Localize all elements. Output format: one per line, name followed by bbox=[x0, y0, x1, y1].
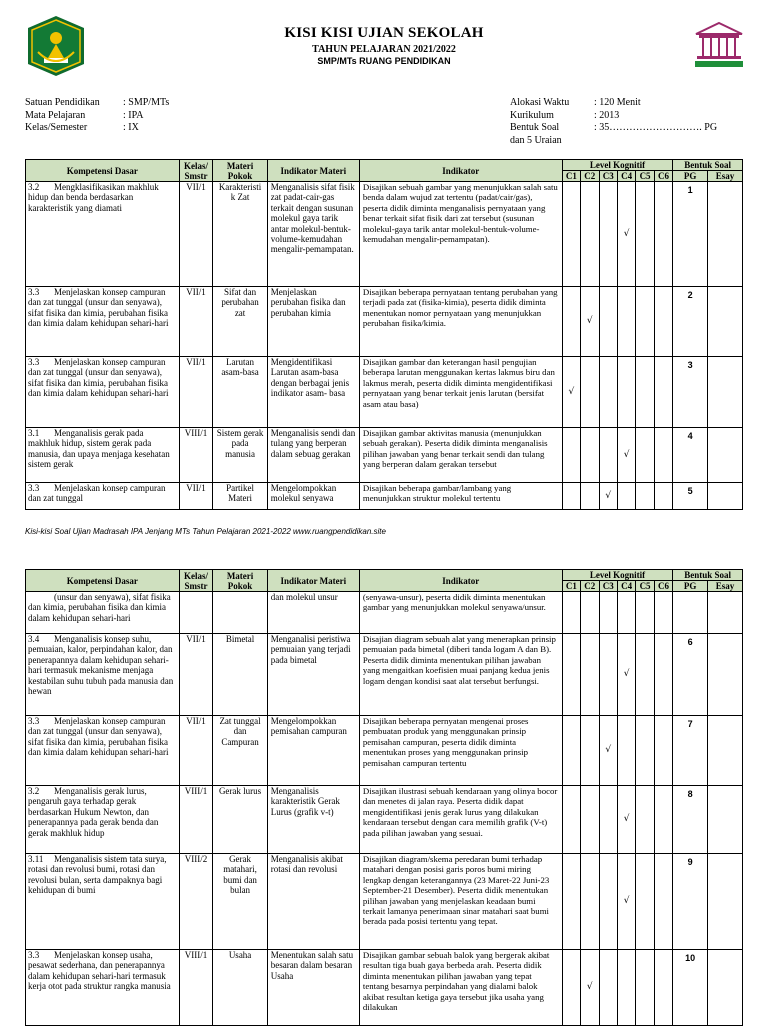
kd-number: 3.2 bbox=[28, 786, 40, 796]
level-c2-cell bbox=[581, 592, 599, 634]
header-kelas: Kelas/ Smstr bbox=[179, 570, 213, 592]
level-c6-cell bbox=[654, 634, 672, 716]
meta-label: Bentuk Soal bbox=[510, 122, 560, 133]
meta-right bbox=[510, 97, 717, 147]
check-mark: √ bbox=[623, 896, 630, 907]
level-c2-cell bbox=[581, 357, 599, 428]
pg-number-cell bbox=[673, 592, 708, 634]
level-c2-cell bbox=[581, 950, 599, 1026]
check-mark: √ bbox=[623, 814, 630, 825]
indikator-materi-cell: Mengidentifikasi Larutan asam-basa dengan berbagai jenis indikator asam- basa bbox=[267, 357, 359, 428]
indikator-materi-cell: Menganalisis karakteristik Gerak Lurus (grafik v-t) bbox=[267, 786, 359, 854]
esay-cell bbox=[708, 592, 743, 634]
kelas-cell: VII/1 bbox=[179, 483, 213, 510]
level-c1-cell bbox=[562, 950, 580, 1026]
header-level-c6: C6 bbox=[654, 581, 672, 592]
indikator-cell: Disajikan gambar sebuah balok yang bergerak akibat resultan tiga buah gaya berbeda arah. Peserta didik diminta menentukan pilihan jawaban yang tepat tentang besarnya perpindahan yang dialami balok akibat resultan ketiga gaya tersebut jika usaha yang dilakukan bbox=[359, 950, 562, 1026]
kd-number: 3.3 bbox=[28, 950, 40, 960]
header-level-c6: C6 bbox=[654, 171, 672, 182]
level-c6-cell bbox=[654, 786, 672, 854]
page-footer: Kisi-kisi Soal Ujian Madrasah IPA Jenjang MTs Tahun Pelajaran 2021-2022 www.ruangpendidikan.site bbox=[25, 527, 386, 536]
table-row bbox=[26, 634, 743, 716]
kompetensi-dasar-cell bbox=[26, 592, 180, 634]
level-c2-cell bbox=[581, 854, 599, 950]
header-indikator-materi: Indikator Materi bbox=[267, 160, 359, 182]
kisi-table-page1 bbox=[25, 159, 743, 510]
esay-cell bbox=[708, 854, 743, 950]
kd-number: 3.3 bbox=[28, 357, 40, 367]
kd-number: 3.2 bbox=[28, 182, 40, 192]
check-mark: √ bbox=[605, 745, 612, 756]
document-title: KISI KISI UJIAN SEKOLAH bbox=[284, 25, 484, 41]
level-c4-cell bbox=[617, 854, 635, 950]
pg-number-cell: 1 bbox=[673, 182, 708, 287]
meta-row bbox=[510, 97, 717, 110]
kelas-cell: VII/1 bbox=[179, 357, 213, 428]
kompetensi-dasar-cell bbox=[26, 854, 180, 950]
meta-value: : 2013 bbox=[594, 109, 620, 121]
esay-cell bbox=[708, 428, 743, 483]
kd-number: 3.11 bbox=[28, 854, 44, 864]
level-c5-cell bbox=[636, 287, 654, 357]
table-row bbox=[26, 716, 743, 786]
header-bentuk-soal: Bentuk Soal bbox=[673, 160, 743, 171]
indikator-materi-cell: Menganalisis sifat fisik zat padat-cair-gas terkait dengan susunan molekul gaya tarik antar molekul-bentuk-volume-kemudahan mengalir-pemampatan. bbox=[267, 182, 359, 287]
level-c3-cell bbox=[599, 950, 617, 1026]
table-row bbox=[26, 357, 743, 428]
esay-cell bbox=[708, 357, 743, 428]
meta-value: : IX bbox=[123, 122, 139, 133]
indikator-cell: (senyawa-unsur), peserta didik diminta menentukan gambar yang menunjukkan molekul senyawa/unsur. bbox=[359, 592, 562, 634]
indikator-cell: Disajikan beberapa pernyataan tentang perubahan yang terjadi pada zat (fisika-kimia), peserta didik diminta menentukan nomor pernyataan yang menunjukkan perubahan fisika/kimia. bbox=[359, 287, 562, 357]
level-c5-cell bbox=[636, 854, 654, 950]
esay-cell bbox=[708, 634, 743, 716]
materi-cell: Sistem gerak pada manusia bbox=[213, 428, 267, 483]
level-c6-cell bbox=[654, 182, 672, 287]
meta-value: : 35………………………. PG bbox=[594, 122, 718, 133]
level-c3-cell bbox=[599, 634, 617, 716]
level-c4-cell bbox=[617, 950, 635, 1026]
header-bentuk-soal: Bentuk Soal bbox=[673, 570, 743, 581]
indikator-materi-cell: Menjelaskan perubahan fisika dan perubahan kimia bbox=[267, 287, 359, 357]
table-row bbox=[26, 483, 743, 510]
header-pg: PG bbox=[673, 171, 708, 182]
level-c6-cell bbox=[654, 357, 672, 428]
level-c1-cell bbox=[562, 357, 580, 428]
level-c2-cell bbox=[581, 716, 599, 786]
meta-label: dan 5 Uraian bbox=[510, 134, 562, 146]
meta-row bbox=[510, 135, 717, 148]
meta-value: : SMP/MTs bbox=[123, 97, 170, 108]
esay-cell bbox=[708, 483, 743, 510]
level-c6-cell bbox=[654, 483, 672, 510]
meta-row bbox=[25, 122, 169, 135]
level-c5-cell bbox=[636, 786, 654, 854]
level-c1-cell bbox=[562, 854, 580, 950]
check-mark: √ bbox=[586, 982, 593, 993]
pg-number-cell: 8 bbox=[673, 786, 708, 854]
materi-cell bbox=[213, 592, 267, 634]
materi-cell: Gerak matahari, bumi dan bulan bbox=[213, 854, 267, 950]
header-level-c4: C4 bbox=[617, 171, 635, 182]
indikator-cell: Disajikan gambar aktivitas manusia (menunjukkan sebuah gerakan). Peserta didik diminta menganalisis pilihan jawaban yang benar terkait sendi dan tulang yang berperan dalam gerakan tersebut bbox=[359, 428, 562, 483]
level-c3-cell bbox=[599, 182, 617, 287]
kd-text: Menjelaskan konsep usaha, pesawat sederhana, dan penerapannya dalam kehidupan sehari-hari termasuk kerja otot pada struktur rangka manusia bbox=[28, 950, 171, 992]
level-c3-cell bbox=[599, 428, 617, 483]
level-c1-cell bbox=[562, 483, 580, 510]
pg-number-cell: 7 bbox=[673, 716, 708, 786]
table-row bbox=[26, 182, 743, 287]
level-c5-cell bbox=[636, 182, 654, 287]
level-c4-cell bbox=[617, 716, 635, 786]
pg-number-cell: 5 bbox=[673, 483, 708, 510]
kelas-cell: VII/1 bbox=[179, 287, 213, 357]
level-c3-cell bbox=[599, 716, 617, 786]
kd-text: Menganalisis konsep suhu, pemuaian, kalor, perpindahan kalor, dan penerapannya dalam kehidupan sehari-hari termasuk mekanisme menjaga kestabilan suhu tubuh pada manusia dan hewan bbox=[28, 634, 174, 697]
level-c4-cell bbox=[617, 634, 635, 716]
kompetensi-dasar-cell bbox=[26, 483, 180, 510]
level-c4-cell bbox=[617, 428, 635, 483]
indikator-materi-cell: Menganalisi peristiwa pemuaian yang terjadi pada bimetal bbox=[267, 634, 359, 716]
header-indikator: Indikator bbox=[359, 570, 562, 592]
kd-text: Menjelaskan konsep campuran dan zat tunggal bbox=[28, 483, 166, 504]
kd-number: 3.4 bbox=[28, 634, 40, 644]
level-c2-cell bbox=[581, 287, 599, 357]
header-level-c5: C5 bbox=[636, 171, 654, 182]
header-level-c1: C1 bbox=[562, 171, 580, 182]
pg-number-cell: 6 bbox=[673, 634, 708, 716]
esay-cell bbox=[708, 716, 743, 786]
esay-cell bbox=[708, 786, 743, 854]
meta-label: Kelas/Semester bbox=[25, 122, 88, 133]
kd-number: 3.3 bbox=[28, 287, 40, 297]
level-c5-cell bbox=[636, 428, 654, 483]
level-c4-cell bbox=[617, 287, 635, 357]
meta-left bbox=[25, 97, 169, 135]
indikator-cell: Disajikan beberapa pernyatan mengenai proses pembuatan produk yang menggunakan prinsip pemisahan campuran, peserta didik diminta menentukan proses yang menggunakan prinsip pemisahan campuran tertentu bbox=[359, 716, 562, 786]
check-mark: √ bbox=[568, 386, 575, 397]
indikator-materi-cell: Menentukan salah satu besaran dalam besaran Usaha bbox=[267, 950, 359, 1026]
kompetensi-dasar-cell bbox=[26, 428, 180, 483]
meta-row bbox=[25, 110, 169, 123]
header-esay: Esay bbox=[708, 171, 743, 182]
kd-number: 3.3 bbox=[28, 716, 40, 726]
level-c3-cell bbox=[599, 854, 617, 950]
materi-cell: Larutan asam-basa bbox=[213, 357, 267, 428]
kd-text: Menjelaskan konsep campuran dan zat tunggal (unsur dan senyawa), sifat fisika dan kimia, perubahan fisika dan kimia dalam kehidupan sehari-hari bbox=[28, 357, 169, 399]
kd-text: Menganalisis sistem tata surya, rotasi dan revolusi bumi, rotasi dan revolusi bulan, serta dampaknya bagi kehidupan di bumi bbox=[28, 854, 167, 896]
level-c5-cell bbox=[636, 634, 654, 716]
level-c3-cell bbox=[599, 287, 617, 357]
kelas-cell: VIII/2 bbox=[179, 854, 213, 950]
meta-label: Alokasi Waktu bbox=[510, 97, 570, 108]
level-c2-cell bbox=[581, 182, 599, 287]
header-level-c2: C2 bbox=[581, 171, 599, 182]
header-level-c4: C4 bbox=[617, 581, 635, 592]
materi-cell: Usaha bbox=[213, 950, 267, 1026]
meta-label: Kurikulum bbox=[510, 109, 554, 121]
materi-cell: Sifat dan perubahan zat bbox=[213, 287, 267, 357]
meta-row bbox=[25, 97, 169, 110]
kompetensi-dasar-cell bbox=[26, 786, 180, 854]
meta-value: : IPA bbox=[123, 109, 144, 121]
indikator-materi-cell: Mengelompokkan pemisahan campuran bbox=[267, 716, 359, 786]
kompetensi-dasar-cell bbox=[26, 357, 180, 428]
kompetensi-dasar-cell bbox=[26, 182, 180, 287]
pg-number-cell: 4 bbox=[673, 428, 708, 483]
kd-text: Menganalisis gerak pada makhluk hidup, sistem gerak pada manusia, dan upaya menjaga kesehatan sistem gerak bbox=[28, 428, 170, 470]
level-c5-cell bbox=[636, 716, 654, 786]
meta-value: : 120 Menit bbox=[594, 97, 641, 108]
school-name: SMP/MTs RUANG PENDIDIKAN bbox=[317, 56, 451, 66]
kd-text: Menjelaskan konsep campuran dan zat tunggal (unsur dan senyawa), sifat fisika dan kimia, perubahan fisika dan kimia dalam kehidupan sehari-hari bbox=[28, 716, 169, 758]
level-c5-cell bbox=[636, 357, 654, 428]
header-indikator: Indikator bbox=[359, 160, 562, 182]
level-c6-cell bbox=[654, 592, 672, 634]
academic-year: TAHUN PELAJARAN 2021/2022 bbox=[312, 44, 456, 55]
kelas-cell: VII/1 bbox=[179, 716, 213, 786]
indikator-cell: Disajikan beberapa gambar/lambang yang menunjukkan struktur molekul tertentu bbox=[359, 483, 562, 510]
indikator-materi-cell: Mengelompokkan molekul senyawa bbox=[267, 483, 359, 510]
level-c1-cell bbox=[562, 428, 580, 483]
header-level-kognitif: Level Kognitif bbox=[562, 160, 673, 171]
kelas-cell bbox=[179, 592, 213, 634]
header-level-c3: C3 bbox=[599, 171, 617, 182]
kd-text: (unsur dan senyawa), sifat fisika dan kimia, perubahan fisika dan kimia dalam kehidupan sehari-hari bbox=[28, 592, 171, 623]
pg-number-cell: 9 bbox=[673, 854, 708, 950]
table-row bbox=[26, 786, 743, 854]
esay-cell bbox=[708, 182, 743, 287]
table-row bbox=[26, 592, 743, 634]
check-mark: √ bbox=[605, 490, 612, 501]
pg-number-cell: 10 bbox=[673, 950, 708, 1026]
esay-cell bbox=[708, 287, 743, 357]
level-c5-cell bbox=[636, 483, 654, 510]
level-c1-cell bbox=[562, 182, 580, 287]
level-c3-cell bbox=[599, 483, 617, 510]
level-c3-cell bbox=[599, 357, 617, 428]
kompetensi-dasar-cell bbox=[26, 287, 180, 357]
header-level-c2: C2 bbox=[581, 581, 599, 592]
header-level-c1: C1 bbox=[562, 581, 580, 592]
level-c6-cell bbox=[654, 950, 672, 1026]
header-indikator-materi: Indikator Materi bbox=[267, 570, 359, 592]
level-c1-cell bbox=[562, 634, 580, 716]
indikator-cell: Disajikan diagram/skema peredaran bumi terhadap matahari dengan posisi garis poros bumi miring lengkap dengan keterangannya (23 Maret-22 Juni-23 September-21 Desember). Peserta didik menentukan pilihan jawaban yang menjelaskan keadaan bumi terkait lamanya penerimaan sinar matahari saat bumi berada pada posisi tertentu yang tepat. bbox=[359, 854, 562, 950]
materi-cell: Bimetal bbox=[213, 634, 267, 716]
kompetensi-dasar-cell bbox=[26, 634, 180, 716]
kd-text: Menjelaskan konsep campuran dan zat tunggal (unsur dan senyawa), sifat fisika dan kimia, perubahan fisika dan kimia dalam kehidupan sehari-hari bbox=[28, 287, 169, 329]
header-level-c3: C3 bbox=[599, 581, 617, 592]
header-kelas: Kelas/ Smstr bbox=[179, 160, 213, 182]
level-c4-cell bbox=[617, 592, 635, 634]
level-c5-cell bbox=[636, 592, 654, 634]
level-c2-cell bbox=[581, 428, 599, 483]
level-c2-cell bbox=[581, 634, 599, 716]
materi-cell: Partikel Materi bbox=[213, 483, 267, 510]
header-level-c5: C5 bbox=[636, 581, 654, 592]
meta-row bbox=[510, 110, 717, 123]
level-c6-cell bbox=[654, 287, 672, 357]
check-mark: √ bbox=[586, 316, 593, 327]
indikator-cell: Disajikan ilustrasi sebuah kendaraan yang olinya bocor dan menetes di jalan raya. Peserta didik dapat mengidentifikasi jenis gerak lurus yang dilakukan kendaraan tersebut dengan cara memilih grafik (V-t) pada pilihan jawaban yang sesuai. bbox=[359, 786, 562, 854]
level-c2-cell bbox=[581, 483, 599, 510]
header-pg: PG bbox=[673, 581, 708, 592]
level-c1-cell bbox=[562, 716, 580, 786]
meta-label: Satuan Pendidikan bbox=[25, 97, 100, 108]
materi-cell: Zat tunggal dan Campuran bbox=[213, 716, 267, 786]
indikator-materi-cell: dan molekul unsur bbox=[267, 592, 359, 634]
materi-cell: Gerak lurus bbox=[213, 786, 267, 854]
kd-text: Menganalisis gerak lurus, pengaruh gaya terhadap gerak berdasarkan Hukum Newton, dan penerapannya pada gerak benda dan gerak makhluk hidup bbox=[28, 786, 159, 838]
indikator-cell: Disajikan sebuah gambar yang menunjukkan salah satu benda dalam wujud zat tertentu (padat/cair/gas), peserta didik diminta menganalisis pernyataan yang benar terkait sifat fisik dari zat tersebut (susunan molekul-gaya tarik antar molekul-bentuk-volume-kemudahan mengalir-pemampatan). bbox=[359, 182, 562, 287]
kisi-table-page2 bbox=[25, 569, 743, 1026]
kd-number: 3.3 bbox=[28, 483, 40, 493]
level-c3-cell bbox=[599, 592, 617, 634]
kompetensi-dasar-cell bbox=[26, 716, 180, 786]
kd-text: Mengklasifikasikan makhluk hidup dan benda berdasarkan karakteristik yang diamati bbox=[28, 182, 159, 213]
esay-cell bbox=[708, 950, 743, 1026]
meta-label: Mata Pelajaran bbox=[25, 109, 86, 121]
level-c4-cell bbox=[617, 357, 635, 428]
level-c6-cell bbox=[654, 716, 672, 786]
kelas-cell: VII/1 bbox=[179, 182, 213, 287]
level-c1-cell bbox=[562, 287, 580, 357]
level-c1-cell bbox=[562, 592, 580, 634]
header-esay: Esay bbox=[708, 581, 743, 592]
kompetensi-dasar-cell bbox=[26, 950, 180, 1026]
level-c4-cell bbox=[617, 483, 635, 510]
meta-row bbox=[510, 122, 717, 135]
materi-cell: Karakteristi k Zat bbox=[213, 182, 267, 287]
pg-number-cell: 2 bbox=[673, 287, 708, 357]
kelas-cell: VIII/1 bbox=[179, 786, 213, 854]
table-row bbox=[26, 950, 743, 1026]
kelas-cell: VII/1 bbox=[179, 634, 213, 716]
kelas-cell: VIII/1 bbox=[179, 428, 213, 483]
level-c1-cell bbox=[562, 786, 580, 854]
table-row bbox=[26, 287, 743, 357]
table-row bbox=[26, 854, 743, 950]
kelas-cell: VIII/1 bbox=[179, 950, 213, 1026]
check-mark: √ bbox=[623, 449, 630, 460]
header-materi: Materi Pokok bbox=[213, 160, 267, 182]
level-c6-cell bbox=[654, 428, 672, 483]
header-materi: Materi Pokok bbox=[213, 570, 267, 592]
table-row bbox=[26, 428, 743, 483]
header-level-kognitif: Level Kognitif bbox=[562, 570, 673, 581]
kd-number: 3.1 bbox=[28, 428, 40, 438]
level-c4-cell bbox=[617, 786, 635, 854]
check-mark: √ bbox=[623, 228, 630, 239]
check-mark: √ bbox=[623, 669, 630, 680]
level-c5-cell bbox=[636, 950, 654, 1026]
indikator-materi-cell: Menganalisis sendi dan tulang yang berperan dalam sebuag gerakan bbox=[267, 428, 359, 483]
level-c6-cell bbox=[654, 854, 672, 950]
header-kompetensi-dasar: Kompetensi Dasar bbox=[26, 570, 180, 592]
header-kompetensi-dasar: Kompetensi Dasar bbox=[26, 160, 180, 182]
indikator-cell: Disajikan gambar dan keterangan hasil pengujian beberapa larutan menggunakan kertas lakmus biru dan lakmus merah, peserta didik diminta mengidentifikasi pernyataan yang benar terkait jenis larutan (bersifat asam atau basa) bbox=[359, 357, 562, 428]
indikator-cell: Disajian diagram sebuah alat yang menerapkan prinsip pemuaian pada bimetal (diberi tanda logam A dan B). Peserta didik diminta menentukan pilihan jawaban yang mengaitkan koefisien muai panjang kedua jenis logam dengan kondisi saat alat tersebut berfungsi. bbox=[359, 634, 562, 716]
level-c2-cell bbox=[581, 786, 599, 854]
indikator-materi-cell: Menganalisis akibat rotasi dan revolusi bbox=[267, 854, 359, 950]
level-c4-cell bbox=[617, 182, 635, 287]
level-c3-cell bbox=[599, 786, 617, 854]
pg-number-cell: 3 bbox=[673, 357, 708, 428]
